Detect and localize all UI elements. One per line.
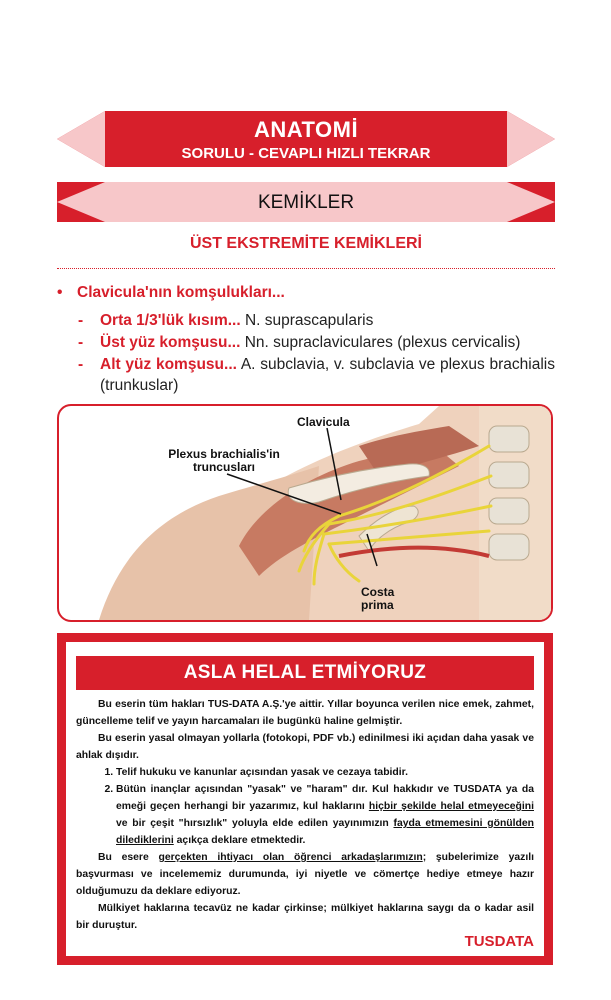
item-label: Alt yüz komşusu... <box>100 356 237 373</box>
label-clavicula: Clavicula <box>297 415 350 429</box>
dash-marker: - <box>78 334 84 351</box>
notice-underlined-text: hiçbir şekilde helal etmeyeceğini <box>368 801 534 812</box>
notice-text-run: Bu esere <box>98 852 159 863</box>
notice-paragraph: Mülkiyet haklarına tecavüz ne kadar çirkinse; mülkiyet haklarına saygı da o kadar asil bir duruştur. <box>76 903 534 931</box>
notice-list-item <box>116 781 534 849</box>
notice-panel <box>66 642 544 956</box>
notice-body <box>76 696 534 934</box>
bullet-marker: • <box>57 284 63 301</box>
label-plexus <box>149 448 299 474</box>
brand-logo: TUSDATA <box>464 933 534 950</box>
chapter-title: KEMİKLER <box>257 192 355 213</box>
list-item <box>78 310 555 331</box>
label-plexus-line1: Plexus brachialis'in <box>168 447 280 461</box>
item-text: N. suprascapularis <box>240 312 374 329</box>
item-text: Nn. supraclaviculares (plexus cervicalis) <box>240 334 521 351</box>
label-costa-prima <box>361 586 411 612</box>
notice-list <box>76 764 534 849</box>
item-label: Üst yüz komşusu... <box>100 334 241 351</box>
book-title: ANATOMİ <box>253 117 359 142</box>
list-item <box>78 332 555 353</box>
title-banner <box>57 111 555 167</box>
notice-text-run: Bütün inançlar açısından "yasak" ve "haram" dır. Kul hakkıdır ve TUSDATA ya da emeği geçen herhangi bir yazarımız, kul haklarını <box>116 784 534 812</box>
shoulder-illustration <box>59 406 551 620</box>
notice-list-item: 1. Telif hukuku ve kanunlar açısından yasak ve cezaya tabidir. <box>116 764 534 781</box>
chapter-banner <box>57 182 555 222</box>
notice-text-run: açıkça deklare etmektedir. <box>173 835 306 846</box>
label-costa-line2: prima <box>361 598 394 612</box>
anatomy-figure <box>57 404 553 622</box>
notice-paragraph: Bu eserin tüm hakları TUS-DATA A.Ş.'ye aittir. Yıllar boyunca verilen nice emek, zahmet, güncelleme telif ve yayın harcamaları ile bugünkü haline gelmiştir. <box>76 699 534 727</box>
bullet-heading <box>57 284 285 302</box>
notice-title-bar <box>76 656 534 690</box>
notice-title: ASLA HELAL ETMİYORUZ <box>183 662 427 683</box>
notice-underlined-text: fayda etmemesini gönülden dilediklerini <box>116 818 534 846</box>
label-costa-line1: Costa <box>361 585 395 599</box>
notice-text-run: ve bir çeşit "hırsızlık" yoluyla elde edilen yayınımızın <box>116 818 394 829</box>
book-subtitle: SORULU - CEVAPLI HIZLI TEKRAR <box>181 145 431 162</box>
list-item <box>78 354 555 396</box>
notice-paragraph: Bu eserin yasal olmayan yollarla (fotokopi, PDF vb.) edinilmesi iki açıdan daha yasak ve ahlak dışıdır. <box>76 733 534 761</box>
label-plexus-line2: truncusları <box>192 460 255 474</box>
dash-marker: - <box>78 312 84 329</box>
notice-underlined-text: gerçekten ihtiyacı olan öğrenci arkadaşlarımızın <box>158 852 423 863</box>
section-divider <box>57 268 555 269</box>
notice-text-run: ; şubelerimize yazılı başvurması ve incelememiz durumunda, iyi niyetle ve cömertçe hediye etmeye hazır olduğumuzu da deklare ediyoruz. <box>76 852 534 897</box>
copyright-notice <box>57 633 553 965</box>
section-title: ÜST EKSTREMİTE KEMİKLERİ <box>189 235 422 252</box>
item-label: Orta 1/3'lük kısım... <box>100 312 241 329</box>
dash-marker: - <box>78 356 84 373</box>
bullet-heading-text: Clavicula'nın komşulukları... <box>77 284 285 301</box>
item-text: A. subclavia, v. subclavia ve plexus brachialis (trunkuslar) <box>100 356 555 394</box>
notice-paragraph <box>76 849 534 900</box>
